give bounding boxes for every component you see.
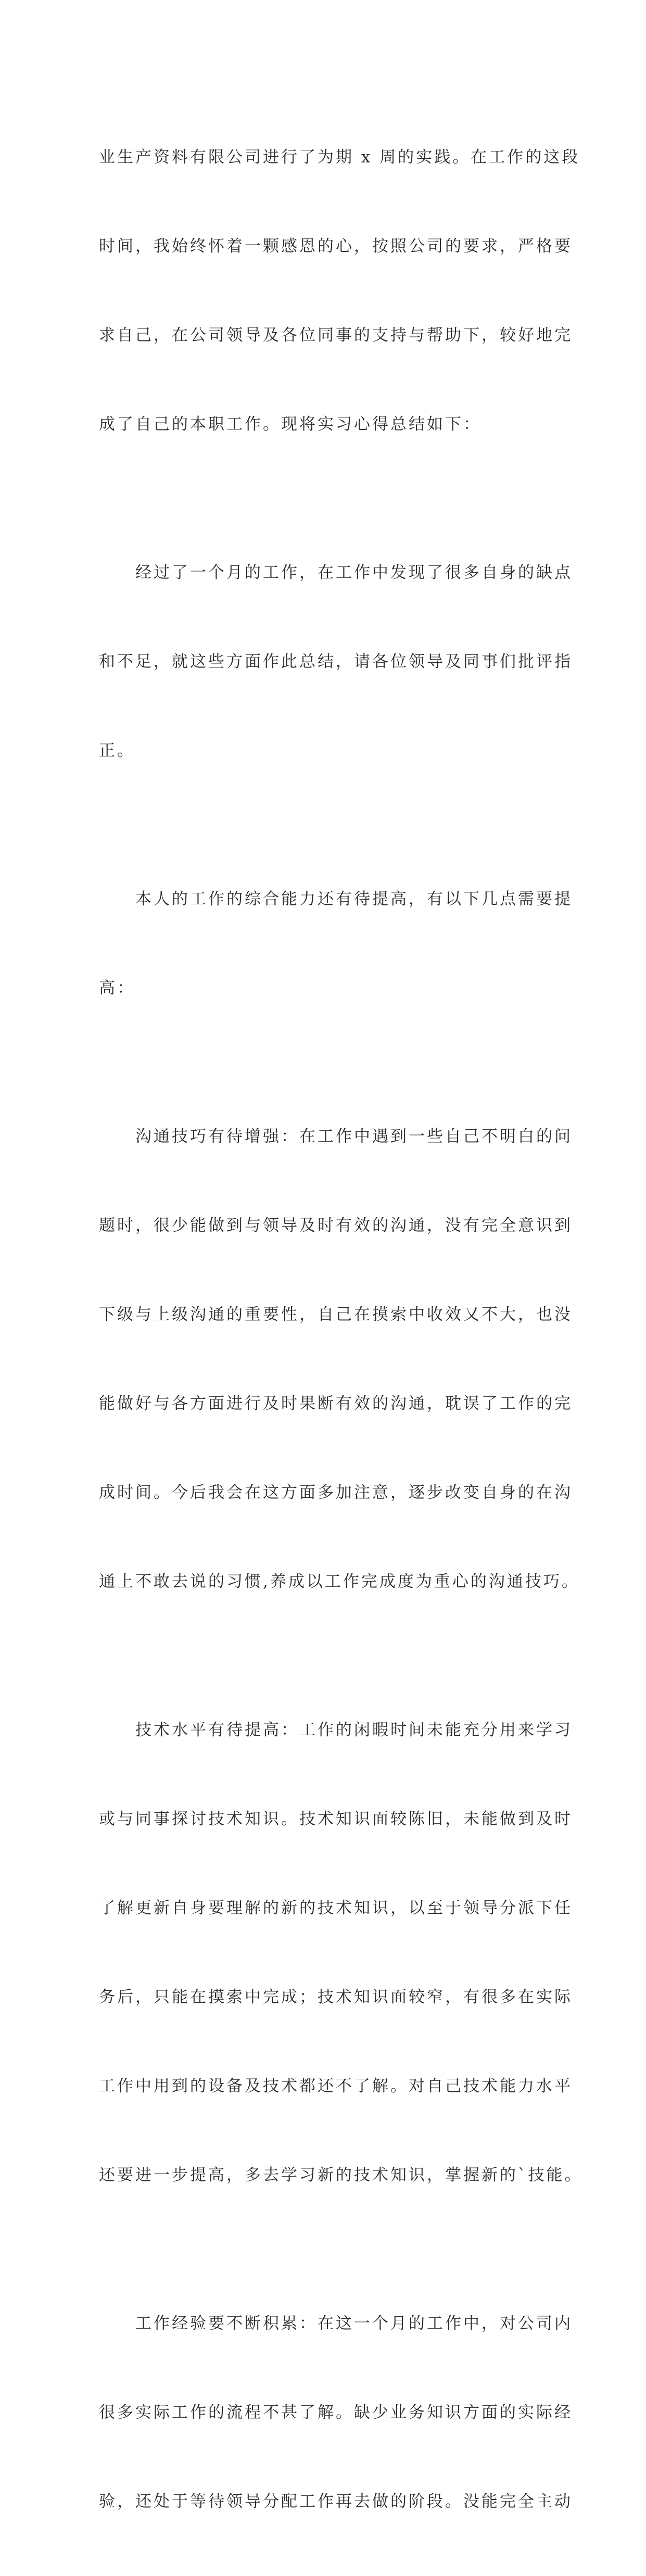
text-line: 技术水平有待提高：工作的闲暇时间未能充分用来学习: [99, 1721, 573, 1739]
text-line: 通上不敢去说的习惯,养成以工作完成度为重心的沟通技巧。: [99, 1572, 580, 1591]
text-line: 下级与上级沟通的重要性，自己在摸索中收效又不大，也没: [99, 1305, 573, 1324]
paragraph-shortcomings: [99, 499, 573, 825]
text-line: 务后，只能在摸索中完成；技术知识面较窄，有很多在实际: [99, 1988, 573, 2006]
text-line: 业生产资料有限公司进行了为期 x 周的实践。在工作的这段: [99, 148, 580, 167]
document-body: [99, 83, 583, 2576]
text-line: 成了自己的本职工作。现将实习心得总结如下：: [99, 415, 482, 434]
text-line: 还要进一步提高，多去学习新的技术知识，掌握新的`技能。: [99, 2166, 583, 2184]
paragraph-ability: [99, 825, 573, 1063]
text-line: 本人的工作的综合能力还有待提高，有以下几点需要提: [99, 890, 573, 908]
text-line: 或与同事探讨技术知识。技术知识面较陈旧，未能做到及时: [99, 1810, 573, 1828]
text-line: 求自己，在公司领导及各位同事的支持与帮助下，较好地完: [99, 326, 573, 345]
paragraph-experience: [99, 2250, 573, 2576]
paragraph-technical-skill: [99, 1656, 583, 2250]
text-line: 了解更新自身要理解的新的技术知识，以至于领导分派下任: [99, 1899, 573, 1917]
text-line: 很多实际工作的流程不甚了解。缺少业务知识方面的实际经: [99, 2403, 573, 2422]
text-line: 高：: [99, 979, 135, 997]
text-line: 正。: [99, 741, 135, 760]
text-line: 成时间。今后我会在这方面多加注意，逐步改变自身的在沟: [99, 1483, 573, 1502]
text-line: 工作中用到的设备及技术都还不了解。对自己技术能力水平: [99, 2077, 573, 2095]
text-line: 经过了一个月的工作，在工作中发现了很多自身的缺点: [99, 563, 573, 582]
text-line: 验，还处于等待领导分配工作再去做的阶段。没能完全主动: [99, 2492, 573, 2511]
paragraph-communication: [99, 1063, 580, 1656]
text-line: 题时，很少能做到与领导及时有效的沟通，没有完全意识到: [99, 1216, 573, 1235]
text-line: 沟通技巧有待增强：在工作中遇到一些自己不明白的问: [99, 1127, 573, 1146]
text-line: 工作经验要不断积累：在这一个月的工作中，对公司内: [99, 2314, 573, 2333]
text-line: 时间，我始终怀着一颗感恩的心，按照公司的要求，严格要: [99, 237, 573, 256]
text-line: 能做好与各方面进行及时果断有效的沟通，耽误了工作的完: [99, 1394, 573, 1413]
text-line: 和不足，就这些方面作此总结，请各位领导及同事们批评指: [99, 652, 573, 671]
paragraph-intro: [99, 83, 580, 499]
